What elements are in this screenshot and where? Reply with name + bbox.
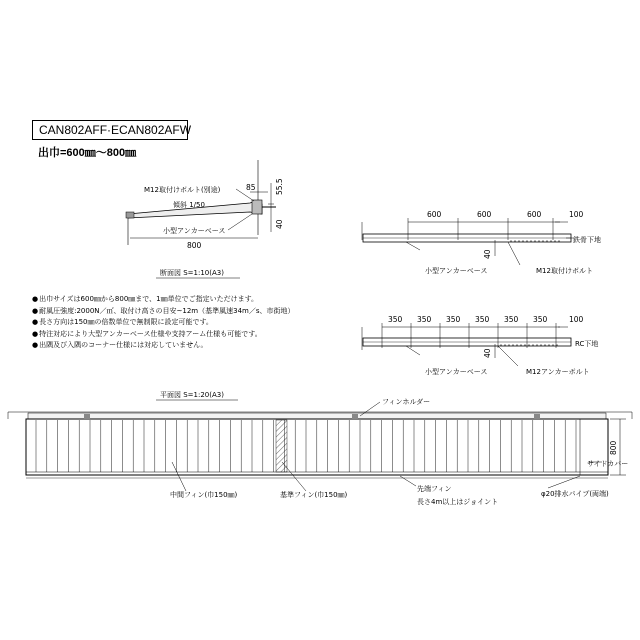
rc-spacing-4: 350 [475, 315, 490, 324]
section-bolt-label: M12取付けボルト(別途) [144, 186, 221, 194]
steel-spacing-3: 600 [527, 210, 542, 219]
plan-caption: 平面図 S=1:20(A3) [160, 391, 224, 399]
tip-fin-note: 長さ4m以上はジョイント [417, 498, 499, 506]
note-item: ● 長さ方向は150㎜の倍数単位で無制限に設定可能です。 [32, 317, 294, 329]
middle-fin-label: 中間フィン(巾150㎜) [170, 491, 238, 499]
note-item: ● 出隅及び入隅のコーナー仕様には対応していません。 [32, 340, 294, 352]
section-caption: 断面図 S=1:10(A3) [160, 269, 224, 277]
steel-bolt-label: M12取付けボルト [536, 267, 593, 275]
rc-anchor-label: 小型アンカーベース [425, 368, 488, 376]
plan-view [8, 402, 632, 491]
steel-detail [362, 218, 574, 265]
rc-spacing-3: 350 [446, 315, 461, 324]
rc-detail [362, 323, 571, 366]
side-cover-label: サイドカバー [587, 460, 629, 468]
drain-pipe-label: φ20排水パイプ(両端) [541, 490, 609, 498]
section-dim-55-5: 55.5 [275, 178, 284, 195]
note-item: ● 耐風圧強度:2000N／㎡、取付け高さの目安~12m（基準風速34m／s、市街地） [32, 306, 294, 318]
steel-spacing-2: 600 [477, 210, 492, 219]
steel-spacing-1: 600 [427, 210, 442, 219]
rc-spacing-6: 350 [533, 315, 548, 324]
rc-dim-40: 40 [483, 348, 492, 358]
width-range: 出巾=600㎜～800㎜ [38, 147, 137, 159]
section-dim-40: 40 [275, 219, 284, 229]
rc-spacing-5: 350 [504, 315, 519, 324]
section-anchor-label: 小型アンカーベース [163, 227, 226, 235]
section-slope-label: 傾斜 1/50 [173, 201, 205, 209]
rc-spacing-2: 350 [417, 315, 432, 324]
model-title: CAN802AFF·ECAN802AFW [32, 120, 188, 140]
plan-width-dim: 800 [609, 440, 618, 455]
fin-holder-label: フィンホルダー [382, 398, 431, 406]
section-dim-85: 85 [246, 183, 256, 192]
steel-anchor-label: 小型アンカーベース [425, 267, 488, 275]
steel-dim-40: 40 [483, 249, 492, 259]
rc-base-label: RC下地 [575, 340, 599, 348]
steel-base-label: 鉄骨下地 [573, 236, 601, 244]
note-item: ● 特注対応により大型アンカーベース仕様や支持アーム仕様も可能です。 [32, 329, 294, 341]
reference-fin-label: 基準フィン(巾150㎜) [280, 491, 348, 499]
note-item: ● 出巾サイズは600㎜から800㎜まで、1㎜単位でご指定いただけます。 [32, 294, 294, 306]
rc-bolt-label: M12アンカーボルト [526, 368, 590, 376]
tip-fin-label: 先端フィン [417, 485, 452, 493]
notes-list [32, 294, 294, 352]
steel-end-dim: 100 [569, 210, 584, 219]
section-dim-800: 800 [187, 241, 202, 250]
rc-end-dim: 100 [569, 315, 584, 324]
rc-spacing-1: 350 [388, 315, 403, 324]
